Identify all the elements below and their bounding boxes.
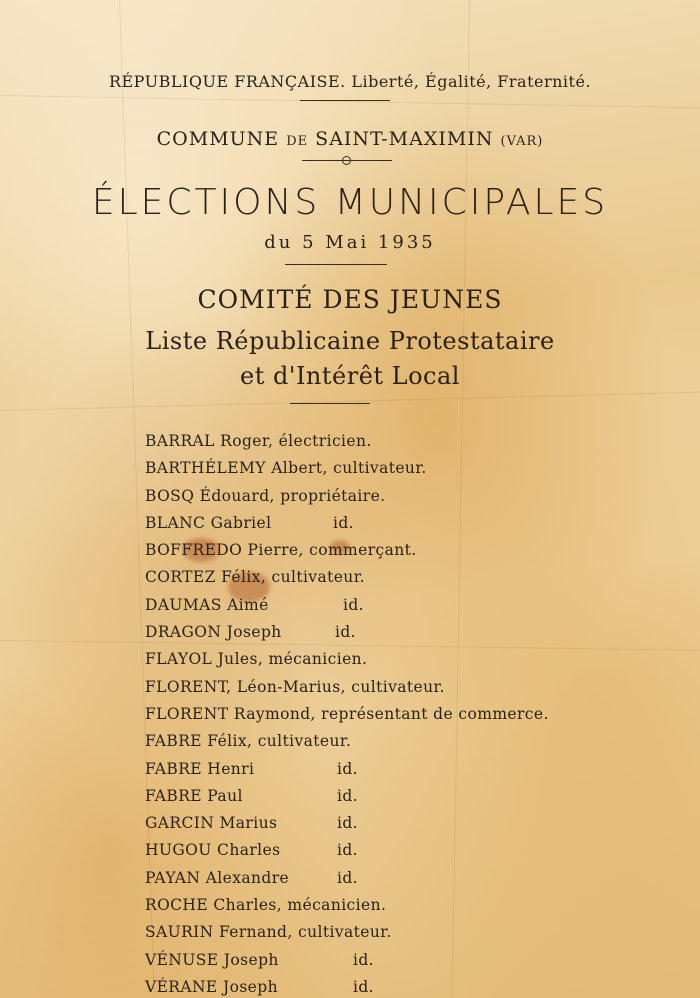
- candidate-name: SAURIN Fernand, cultivateur.: [145, 923, 392, 942]
- divider: [300, 100, 390, 101]
- candidate-row: [145, 728, 685, 755]
- commune-var: (VAR): [500, 134, 544, 149]
- republique-header: RÉPUBLIQUE FRANÇAISE. Liberté, Égalité, Fraternité.: [108, 72, 592, 91]
- divider: [290, 403, 370, 404]
- candidate-name: BLANC Gabriel: [145, 513, 272, 532]
- candidate-row: [145, 619, 685, 646]
- candidate-row: [145, 510, 685, 537]
- commune-name: SAINT-MAXIMIN: [315, 128, 494, 150]
- commune-de: DE: [286, 134, 309, 149]
- candidate-row: [145, 756, 685, 783]
- candidate-name: GARCIN Marius: [145, 814, 278, 833]
- candidate-idem: id.: [337, 814, 359, 833]
- candidate-name: FLORENT Raymond, représentant de commerce.: [145, 704, 549, 723]
- candidate-row: [145, 483, 685, 510]
- candidate-idem: id.: [337, 759, 359, 778]
- candidate-idem: id.: [343, 595, 365, 614]
- candidate-idem: id.: [353, 977, 375, 996]
- candidate-name: VÉRANE Joseph: [145, 977, 278, 996]
- candidate-name: FLAYOL Jules, mécanicien.: [145, 650, 368, 669]
- candidate-name: BARTHÉLEMY Albert, cultivateur.: [145, 459, 427, 478]
- candidate-list: [145, 428, 685, 998]
- candidate-idem: id.: [353, 950, 375, 969]
- candidate-name: VÉNUSE Joseph: [145, 950, 279, 969]
- candidate-row: [145, 974, 685, 998]
- commune-word: COMMUNE: [156, 128, 280, 150]
- candidate-name: PAYAN Alexandre: [145, 868, 290, 887]
- candidate-row: [145, 428, 685, 455]
- candidate-idem: id.: [337, 868, 359, 887]
- candidate-name: FABRE Paul: [145, 786, 243, 805]
- paper-crease: [0, 95, 700, 108]
- candidate-name: ROCHE Charles, mécanicien.: [145, 896, 387, 915]
- paper-crease: [0, 392, 700, 411]
- list-name: Liste Républicaine Protestataire: [145, 327, 555, 355]
- election-title: ÉLECTIONS MUNICIPALES: [91, 182, 609, 223]
- candidate-idem: id.: [335, 623, 357, 642]
- candidate-idem: id.: [337, 841, 359, 860]
- candidate-name: BARRAL Roger, électricien.: [145, 432, 372, 450]
- candidate-row: [145, 564, 685, 591]
- candidate-row: [145, 892, 685, 919]
- candidate-row: [145, 701, 685, 728]
- candidate-name: DRAGON Joseph: [145, 623, 282, 642]
- candidate-name: HUGOU Charles: [145, 841, 281, 860]
- candidate-row: [145, 810, 685, 837]
- candidate-idem: id.: [337, 786, 359, 805]
- candidate-row: [145, 865, 685, 892]
- candidate-row: [145, 592, 685, 619]
- election-date: du 5 Mai 1935: [264, 232, 436, 253]
- divider: [285, 264, 387, 265]
- candidate-row: [145, 837, 685, 864]
- candidate-name: CORTEZ Félix, cultivateur.: [145, 568, 366, 587]
- candidate-row: [145, 783, 685, 810]
- candidate-name: BOFFREDO Pierre, commerçant.: [145, 541, 417, 560]
- candidate-name: FABRE Henri: [145, 759, 255, 778]
- candidate-name: FABRE Félix, cultivateur.: [145, 732, 352, 751]
- candidate-row: [145, 646, 685, 673]
- candidate-row: [145, 947, 685, 974]
- candidate-idem: id.: [333, 513, 355, 532]
- candidate-name: DAUMAS Aimé: [145, 595, 269, 614]
- candidate-row: [145, 919, 685, 946]
- candidate-name: BOSQ Édouard, propriétaire.: [145, 486, 386, 505]
- candidate-name: FLORENT, Léon-Marius, cultivateur.: [145, 677, 445, 696]
- candidate-row: [145, 674, 685, 701]
- candidate-row: [145, 455, 685, 482]
- candidate-row: [145, 537, 685, 564]
- comite-title: COMITÉ DES JEUNES: [197, 285, 503, 314]
- commune-line: [0, 128, 700, 150]
- ornament-dot: [342, 156, 351, 165]
- list-subtitle: et d'Intérêt Local: [240, 362, 460, 390]
